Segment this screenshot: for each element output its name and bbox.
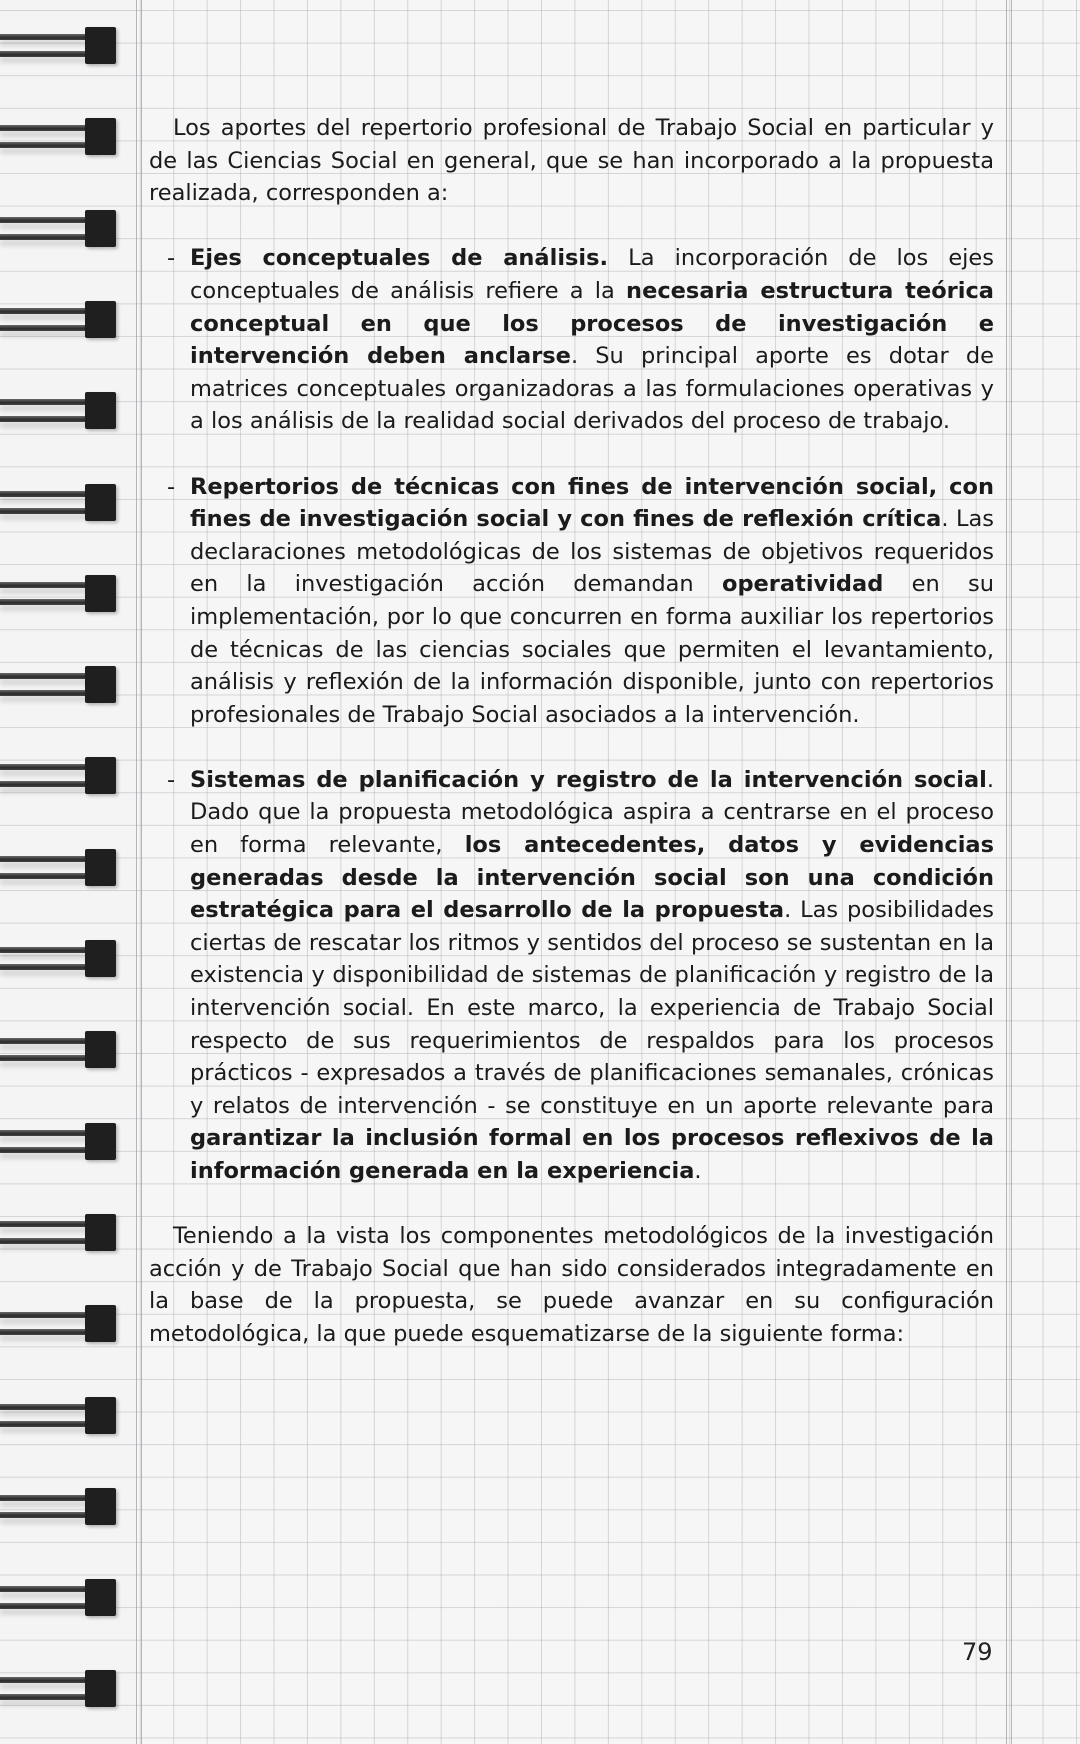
spiral-ring — [0, 1488, 118, 1525]
bullet-text: . Dado que la propuesta metodológica aspira a centrarse en el proceso en forma relevante, — [190, 766, 994, 859]
spiral-ring — [0, 666, 118, 703]
bullet-title: Sistemas de planificación y registro de la intervención social — [190, 766, 987, 793]
spiral-ring — [0, 575, 118, 612]
right-margin-line — [1006, 0, 1012, 1744]
bullet-text: . Las posibilidades ciertas de rescatar los ritmos y sentidos del proceso se sustentan en la existencia y disponibilidad de sistemas de planificación y registro de la intervención social. En este marco, la experiencia de Trabajo Social respecto de sus requerimientos de respaldos para los procesos prácticos - expresados a través de planificaciones semanales, crónicas y relatos de intervención - se constituye en un aporte relevante para — [190, 897, 994, 1119]
spacer — [149, 210, 994, 243]
spacer — [149, 1188, 994, 1221]
spiral-ring — [0, 27, 118, 64]
spiral-binding — [0, 0, 136, 1744]
bullet-item-planning-systems — [149, 764, 994, 1188]
bullet-text: . Las declaraciones metodológicas de los sistemas de objetivos requeridos en la investigación acción demandan — [190, 506, 994, 598]
spacer — [149, 438, 994, 471]
spiral-ring — [0, 1579, 118, 1616]
spiral-ring — [0, 1031, 118, 1068]
spiral-ring — [0, 484, 118, 521]
spiral-ring — [0, 849, 118, 886]
bullet-emphasis: operatividad — [721, 571, 884, 598]
bullet-item-techniques — [149, 471, 994, 732]
bullet-emphasis: los antecedentes, datos y evidencias generadas desde la intervención social son una condición estratégica para el desarrollo de la propuesta — [190, 832, 994, 924]
spiral-ring — [0, 757, 118, 794]
spiral-ring — [0, 1670, 118, 1707]
bullet-dash: - — [167, 473, 176, 500]
bullet-text: La incorporación de los ejes conceptuales de análisis refiere a la — [190, 245, 994, 304]
page-number: 79 — [962, 1638, 993, 1666]
intro-paragraph: Los aportes del repertorio profesional de Trabajo Social en particular y de las Ciencias Social en general, que se han incorporado a la propuesta realizada, corresponden a: — [149, 115, 994, 207]
bullet-text: . — [694, 1158, 702, 1184]
spiral-ring — [0, 392, 118, 429]
spiral-ring — [0, 1305, 118, 1342]
bullet-emphasis: garantizar la inclusión formal en los procesos reflexivos de la información generada en la experiencia — [190, 1125, 994, 1184]
left-margin-line — [136, 0, 142, 1744]
spiral-ring — [0, 1123, 118, 1160]
bullet-dash: - — [167, 766, 176, 793]
bullet-dash: - — [167, 245, 176, 272]
spiral-ring — [0, 301, 118, 338]
spiral-ring — [0, 210, 118, 247]
page-body — [149, 112, 994, 1351]
bullet-emphasis: necesaria estructura teórica conceptual en que los procesos de investigación e intervención deben anclarse — [190, 277, 994, 370]
spiral-ring — [0, 940, 118, 977]
bullet-text: en su implementación, por lo que concurren en forma auxiliar los repertorios de técnicas de las ciencias sociales que permiten el levantamiento, análisis y reflexión de la información disponible, junto con repertorios profesionales de Trabajo Social asociados a la intervención. — [190, 571, 994, 728]
spiral-ring — [0, 1397, 118, 1434]
spiral-ring — [0, 118, 118, 155]
bullet-title: Repertorios de técnicas con fines de intervención social, con fines de investigación social y con fines de reflexión crítica — [190, 473, 994, 533]
closing-paragraph: Teniendo a la vista los componentes metodológicos de la investigación acción y de Trabajo Social que han sido considerados integradamente en la base de la propuesta, se puede avanzar en su configuración metodológica, la que puede esquematizarse de la siguiente forma: — [149, 1223, 994, 1347]
bullet-item-conceptual-axes — [149, 242, 994, 438]
bullet-title: Ejes conceptuales de análisis. — [190, 245, 609, 272]
bullet-text: . Su principal aporte es dotar de matrices conceptuales organizadoras a las formulaciones operativas y a los análisis de la realidad social derivados del proceso de trabajo. — [190, 343, 994, 435]
spiral-ring — [0, 1214, 118, 1251]
spacer — [149, 731, 994, 764]
